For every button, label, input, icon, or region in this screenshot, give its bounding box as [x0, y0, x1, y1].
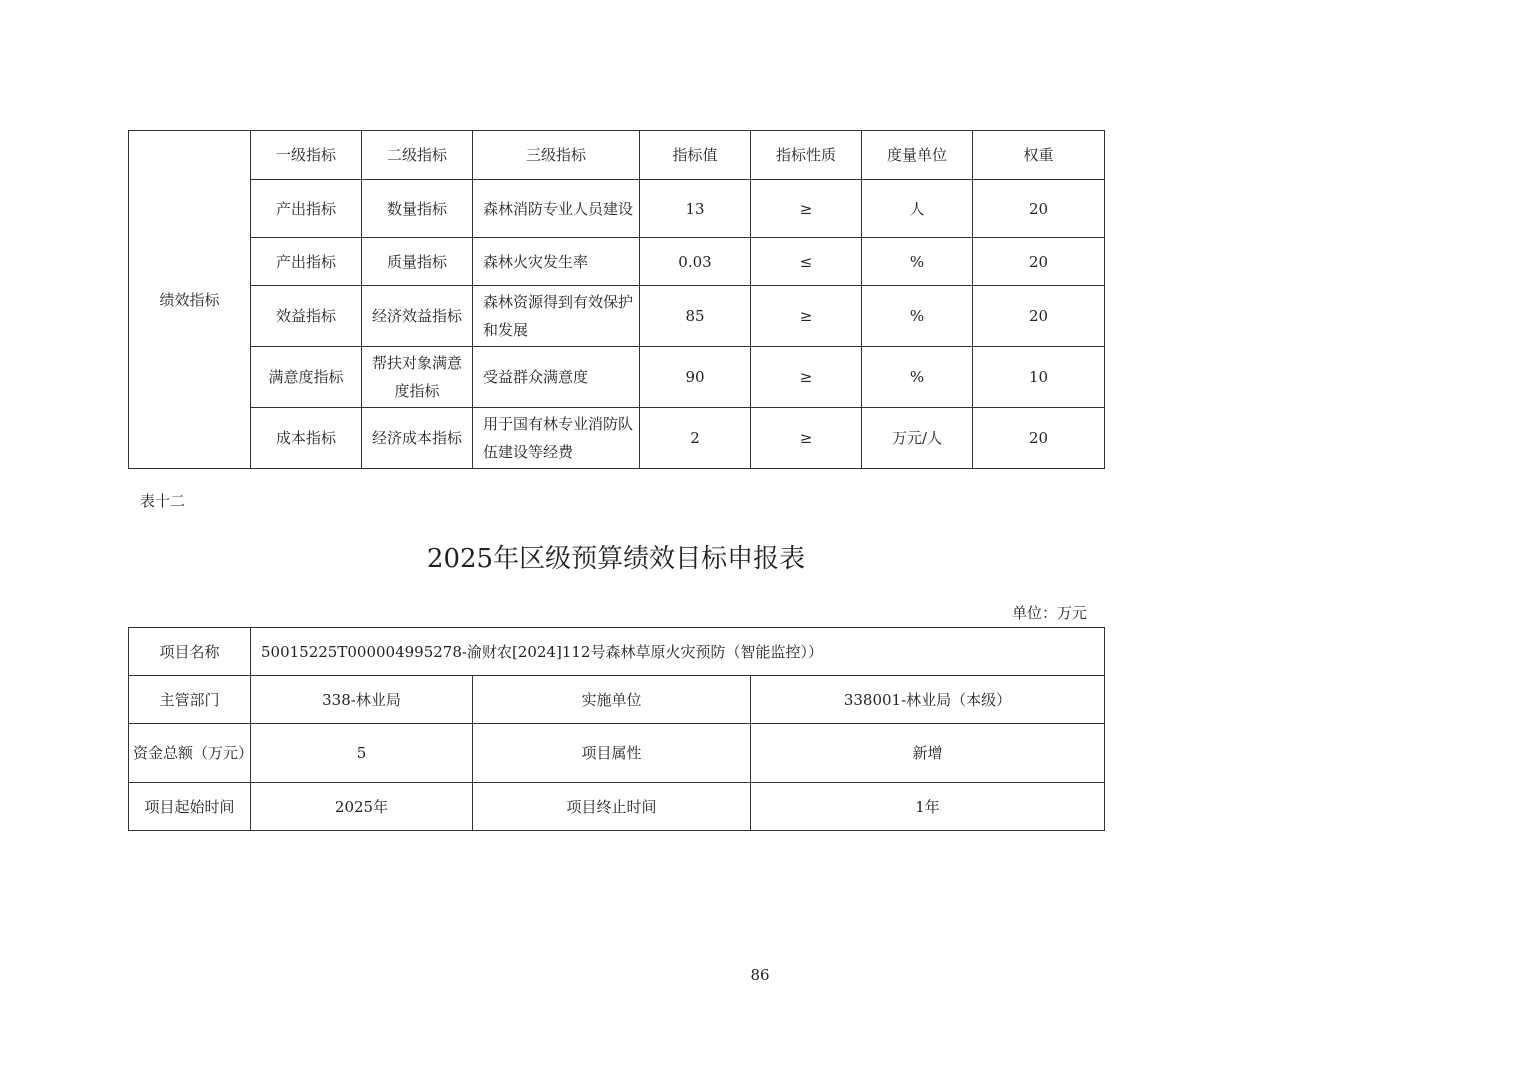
label-cell: 项目起始时间 — [129, 783, 251, 831]
performance-indicator-table — [128, 130, 1105, 469]
label-cell: 项目名称 — [129, 628, 251, 676]
table-row — [129, 783, 1105, 831]
unit-cell: % — [862, 286, 973, 347]
unit-cell: % — [862, 347, 973, 408]
nature-cell: ≥ — [751, 347, 862, 408]
level3-cell: 森林资源得到有效保护和发展 — [473, 286, 640, 347]
nature-cell: ≤ — [751, 238, 862, 286]
weight-cell: 20 — [973, 286, 1105, 347]
header-cell: 指标性质 — [751, 131, 862, 180]
table-row — [129, 408, 1105, 469]
level2-cell: 帮扶对象满意度指标 — [362, 347, 473, 408]
level1-cell: 产出指标 — [251, 238, 362, 286]
level3-cell: 受益群众满意度 — [473, 347, 640, 408]
level1-cell: 满意度指标 — [251, 347, 362, 408]
value-cell: 0.03 — [640, 238, 751, 286]
level3-cell: 森林消防专业人员建设 — [473, 180, 640, 238]
level3-cell: 用于国有林专业消防队伍建设等经费 — [473, 408, 640, 469]
table-row — [129, 724, 1105, 783]
label-cell: 项目属性 — [473, 724, 751, 783]
table-label: 表十二 — [140, 492, 186, 510]
header-cell: 度量单位 — [862, 131, 973, 180]
level2-cell: 经济效益指标 — [362, 286, 473, 347]
table-row — [129, 180, 1105, 238]
level1-cell: 产出指标 — [251, 180, 362, 238]
table-row — [129, 347, 1105, 408]
level2-cell: 数量指标 — [362, 180, 473, 238]
table-row — [129, 628, 1105, 676]
value-cell: 2 — [640, 408, 751, 469]
header-cell: 权重 — [973, 131, 1105, 180]
value-cell: 90 — [640, 347, 751, 408]
value-cell: 2025年 — [251, 783, 473, 831]
value-cell: 338-林业局 — [251, 676, 473, 724]
label-cell: 实施单位 — [473, 676, 751, 724]
unit-label: 单位：万元 — [1012, 604, 1088, 622]
table-row — [129, 238, 1105, 286]
level2-cell: 经济成本指标 — [362, 408, 473, 469]
page-number: 86 — [750, 966, 770, 984]
unit-cell: 万元/人 — [862, 408, 973, 469]
header-cell: 一级指标 — [251, 131, 362, 180]
weight-cell: 20 — [973, 238, 1105, 286]
nature-cell: ≥ — [751, 408, 862, 469]
value-cell: 85 — [640, 286, 751, 347]
header-cell: 指标值 — [640, 131, 751, 180]
unit-cell: % — [862, 238, 973, 286]
table-row — [129, 676, 1105, 724]
level3-cell: 森林火灾发生率 — [473, 238, 640, 286]
nature-cell: ≥ — [751, 180, 862, 238]
unit-cell: 人 — [862, 180, 973, 238]
value-cell: 1年 — [751, 783, 1105, 831]
value-cell: 338001-林业局（本级） — [751, 676, 1105, 724]
weight-cell: 20 — [973, 408, 1105, 469]
weight-cell: 10 — [973, 347, 1105, 408]
label-cell: 主管部门 — [129, 676, 251, 724]
level1-cell: 成本指标 — [251, 408, 362, 469]
header-cell: 三级指标 — [473, 131, 640, 180]
project-info-table — [128, 627, 1105, 831]
level1-cell: 效益指标 — [251, 286, 362, 347]
nature-cell: ≥ — [751, 286, 862, 347]
table-header-row — [129, 131, 1105, 180]
level2-cell: 质量指标 — [362, 238, 473, 286]
section-label: 绩效指标 — [129, 131, 251, 469]
value-cell: 13 — [640, 180, 751, 238]
header-cell: 二级指标 — [362, 131, 473, 180]
page-title: 2025年区级预算绩效目标申报表 — [426, 544, 806, 574]
value-cell: 5 — [251, 724, 473, 783]
value-cell: 新增 — [751, 724, 1105, 783]
table-row — [129, 286, 1105, 347]
project-name-cell: 50015225T000004995278-渝财农[2024]112号森林草原火灾预防（智能监控）） — [251, 628, 1105, 676]
label-cell: 项目终止时间 — [473, 783, 751, 831]
weight-cell: 20 — [973, 180, 1105, 238]
label-cell: 资金总额（万元） — [129, 724, 251, 783]
